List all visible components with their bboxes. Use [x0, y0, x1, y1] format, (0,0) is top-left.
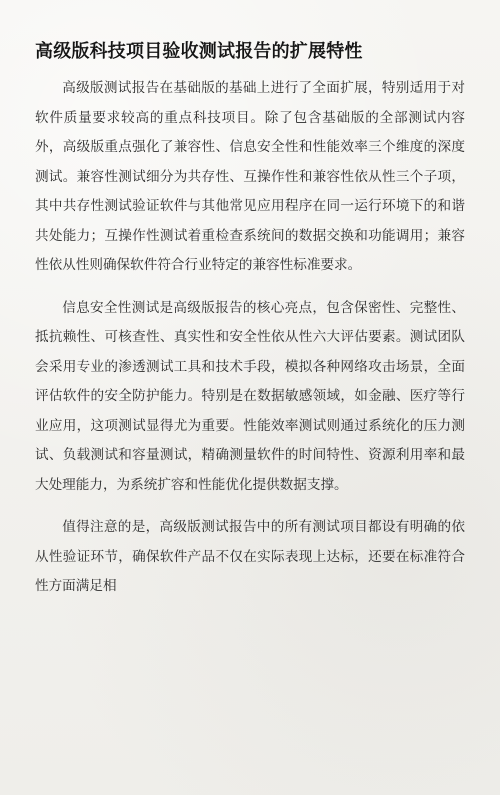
- paragraph-3: 值得注意的是，高级版测试报告中的所有测试项目都设有明确的依从性验证环节，确保软件产品不仅在实际表现上达标，还要在标准符合性方面满足相: [35, 519, 465, 594]
- paragraph-1: 高级版测试报告在基础版的基础上进行了全面扩展，特别适用于对软件质量要求较高的重点科技项目。除了包含基础版的全部测试内容外，高级版重点强化了兼容性、信息安全性和性能效率三个维度的深度测试。兼容性测试细分为共存性、互操作性和兼容性依从性三个子项，其中共存性测试验证软件与其他常见应用程序在同一运行环境下的和谐共处能力；互操作性测试着重检查系统间的数据交换和功能调用；兼容性依从性则确保软件符合行业特定的兼容性标准要求。: [35, 80, 465, 273]
- document-title: 高级版科技项目验收测试报告的扩展特性: [35, 41, 363, 62]
- paragraph-2: 信息安全性测试是高级版报告的核心亮点，包含保密性、完整性、抵抗赖性、可核查性、真实性和安全性依从性六大评估要素。测试团队会采用专业的渗透测试工具和技术手段，模拟各种网络攻击场景，全面评估软件的安全防护能力。特别是在数据敏感领域，如金融、医疗等行业应用，这项测试显得尤为重要。性能效率测试则通过系统化的压力测试、负载测试和容量测试，精确测量软件的时间特性、资源利用率和最大处理能力，为系统扩容和性能优化提供数据支撑。: [35, 299, 465, 493]
